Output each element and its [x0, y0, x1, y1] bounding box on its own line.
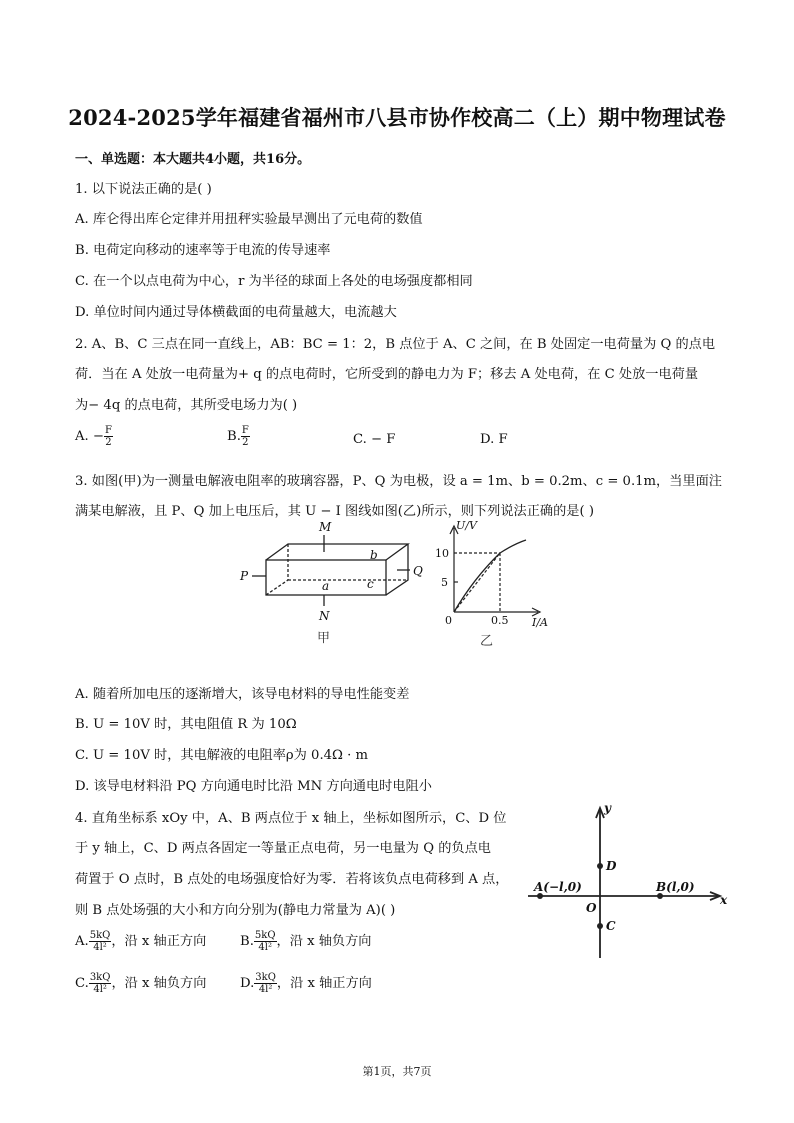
y-axis-label: y — [604, 801, 611, 815]
q2-option-c: C. − F — [353, 432, 396, 447]
label-m: M — [319, 520, 332, 534]
q1-option-b: B. 电荷定向移动的速率等于电流的传导速率 — [75, 243, 331, 258]
figure-yi-caption: 乙 — [480, 634, 494, 649]
tick-label-10: 10 — [435, 547, 449, 560]
u-axis-label: U/V — [456, 519, 477, 532]
q1-stem: 1. 以下说法正确的是( ) — [75, 182, 212, 197]
label-d: D — [606, 859, 617, 873]
q4-stem-line3: 荷置于 O 点时，B 点处的电场强度恰好为零．若将该负点电荷移到 A 点， — [75, 872, 509, 887]
point-c — [597, 923, 603, 929]
label-c: c — [367, 577, 374, 591]
secant-line — [454, 553, 500, 612]
q3-option-c: C. U = 10V 时，其电解液的电阻率ρ为 0.4Ω · m — [75, 748, 369, 763]
figure-jia-caption: 甲 — [317, 631, 331, 646]
label-b: b — [370, 548, 378, 562]
q4-stem-line4: 则 B 点处场强的大小和方向分别为(静电力常量为 A)( ) — [75, 903, 396, 918]
q2-stem-line1: 2. A、B、C 三点在同一直线上，AB：BC = 1：2，B 点位于 A、C 之间，在 B 处固定一电荷量为 Q 的点电 — [75, 337, 716, 352]
section-heading: 一、单选题：本大题共4小题，共16分。 — [75, 152, 311, 167]
label-a: A(−l,0) — [534, 880, 582, 894]
q4-stem-line1: 4. 直角坐标系 xOy 中，A、B 两点位于 x 轴上，坐标如图所示，C、D 位 — [75, 811, 507, 826]
hidden-edge — [266, 580, 288, 595]
label-a: a — [322, 579, 330, 593]
q4-option-d: D. $\frac{3kQ}{\text{4l²}}$ ，沿 x 轴正方向 — [240, 972, 372, 995]
q4-option-c: C. $\frac{3kQ}{\text{4l²}}$ ，沿 x 轴负方向 — [75, 972, 207, 995]
q2-option-d: D. F — [480, 432, 508, 447]
q4-stem-line2: 于 y 轴上，C、D 两点各固定一等量正点电荷，另一电量为 Q 的负点电 — [75, 841, 491, 856]
label-o: O — [586, 901, 597, 915]
page-title: 2024-2025学年福建省福州市八县市协作校高二（上）期中物理试卷 — [68, 105, 726, 130]
q3-option-d: D. 该导电材料沿 PQ 方向通电时比沿 MN 方向通电时电阻小 — [75, 779, 432, 794]
label-p: P — [240, 569, 249, 583]
q1-option-a: A. 库仑得出库仑定律并用扭秤实验最早测出了元电荷的数值 — [75, 212, 423, 227]
x-axis-label: x — [720, 893, 728, 907]
q2-option-b: B. $\frac{F}{2}$ — [227, 425, 249, 448]
container-top-face — [266, 544, 408, 560]
page-footer: 第1页，共7页 — [362, 1065, 432, 1078]
q3-stem-line2: 满某电解液，且 P、Q 加上电压后，其 U − I 图线如图(乙)所示，则下列说法正确的是( ) — [75, 504, 594, 519]
q4-option-b: B. $\frac{5kQ}{\text{4l²}}$ ，沿 x 轴负方向 — [240, 930, 372, 953]
q2-stem-line3: 为− 4q 的点电荷，其所受电场力为( ) — [75, 398, 298, 413]
figure-jia-container — [232, 518, 432, 648]
label-c: C — [606, 919, 616, 933]
i-axis-label: I/A — [532, 616, 548, 629]
q1-option-d: D. 单位时间内通过导体横截面的电荷量越大，电流越大 — [75, 305, 397, 320]
q4-option-a: A. $\frac{5kQ}{\text{4l²}}$ ，沿 x 轴正方向 — [75, 930, 207, 953]
label-b: B(l,0) — [656, 880, 695, 894]
q3-stem-line1: 3. 如图(甲)为一测量电解液电阻率的玻璃容器，P、Q 为电极，设 a = 1m、b = 0.2m、c = 0.1m，当里面注 — [75, 474, 722, 489]
q2-stem-line2: 荷．当在 A 处放一电荷量为+ q 的点电荷时，它所受到的静电力为 F；移去 A 处电荷，在 C 处放一电荷量 — [75, 367, 699, 382]
q3-option-b: B. U = 10V 时，其电阻值 R 为 10Ω — [75, 717, 297, 732]
q3-option-a: A. 随着所加电压的逐渐增大，该导电材料的导电性能变差 — [75, 687, 410, 702]
figure-yi-container — [434, 518, 564, 653]
point-d — [597, 863, 603, 869]
q1-option-c: C. 在一个以点电荷为中心，r 为半径的球面上各处的电场强度都相同 — [75, 274, 473, 289]
label-q: Q — [413, 564, 423, 578]
tick-label-5: 5 — [441, 576, 448, 589]
q2-option-a: A. − $\frac{F}{2}$ — [75, 425, 112, 448]
tick-label-05: 0.5 — [491, 614, 509, 627]
u-i-curve — [454, 540, 526, 612]
origin-label: 0 — [445, 614, 452, 627]
figure-q4-container — [522, 800, 732, 965]
label-n: N — [319, 609, 330, 623]
